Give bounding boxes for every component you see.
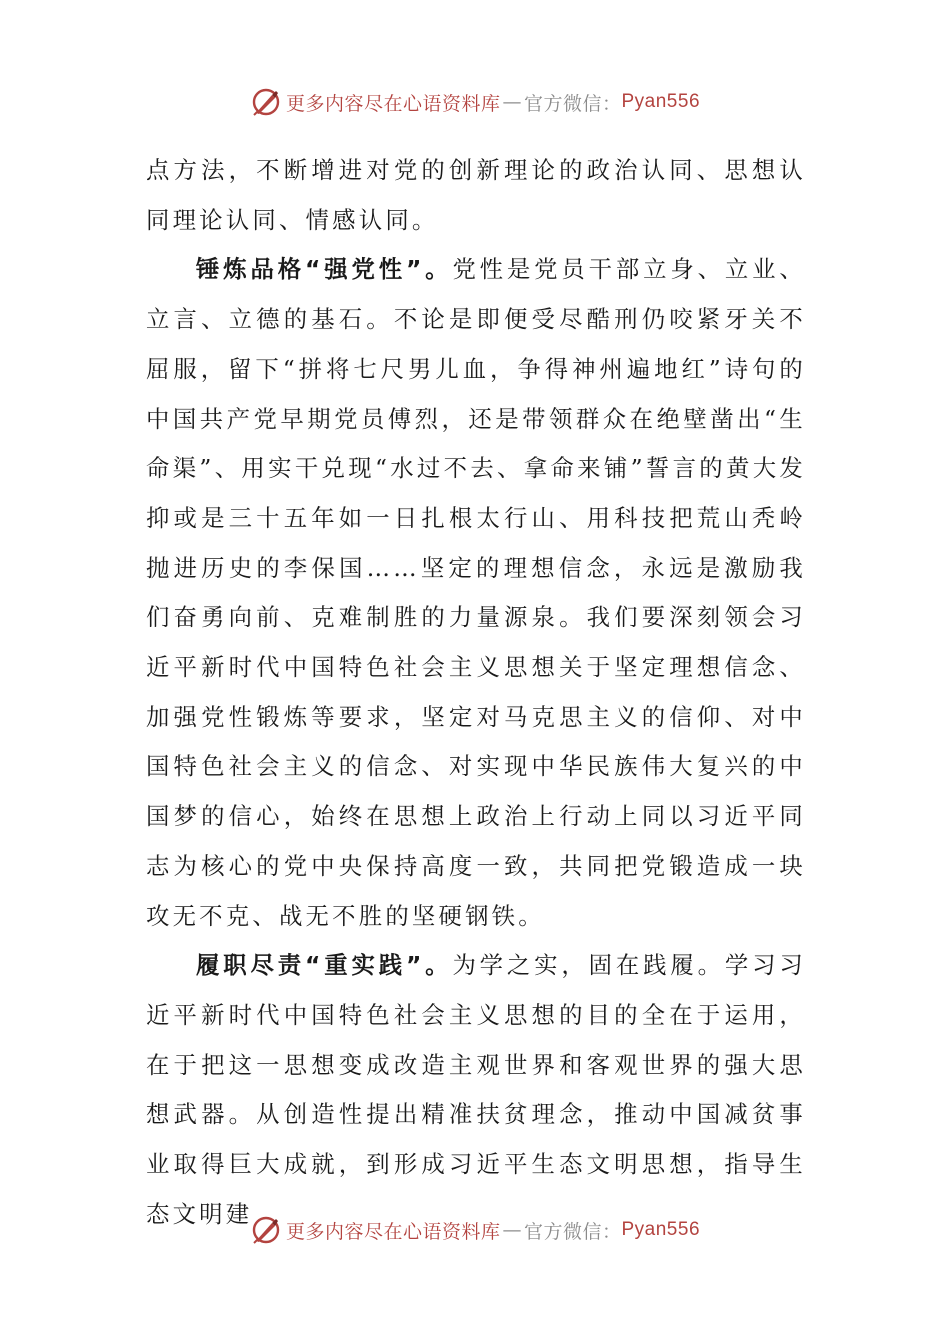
watermark-dash: —: [502, 91, 522, 113]
watermark-wechat-id: Pyan556: [621, 91, 701, 112]
pen-circle-logo-icon: [250, 1214, 282, 1246]
paragraph-continuation: [146, 146, 806, 245]
paragraph-text: 为学之实，固在践履。学习习近平新时代中国特色社会主义思想的目的全在于运用，在于把这一思想变成改造主观世界和客观世界的强大思想武器。从创造性提出精准扶贫理念，推动中国减贫事业取得巨大成就，到形成习近平生态文明思想，指导生态文明建: [146, 951, 806, 1228]
watermark-site-text: 更多内容尽在心语资料库: [285, 92, 501, 115]
paragraph-heading: 履职尽责“重实践”。: [196, 951, 453, 980]
watermark-header: [0, 82, 950, 122]
pen-circle-logo-icon: [250, 86, 282, 118]
watermark-wechat-id: Pyan556: [621, 1219, 701, 1240]
paragraph-heading: 锤炼品格“强党性”。: [196, 255, 453, 284]
paragraph-text: 点方法，不断增进对党的创新理论的政治认同、思想认同理论认同、情感认同。: [146, 156, 806, 234]
paragraph-practice: [146, 941, 806, 1239]
watermark-footer: [0, 1210, 950, 1250]
paragraph-party-spirit: [146, 245, 806, 941]
watermark-dash: —: [502, 1219, 522, 1241]
watermark-site-text: 更多内容尽在心语资料库: [285, 1220, 501, 1243]
document-body: [146, 146, 806, 1239]
watermark-wechat-label: 官方微信：: [523, 92, 622, 115]
watermark-wechat-label: 官方微信：: [523, 1220, 622, 1243]
paragraph-text: 党性是党员干部立身、立业、立言、立德的基石。不论是即便受尽酷刑仍咬紧牙关不屈服，留下“拼将七尺男儿血，争得神州遍地红”诗句的中国共产党早期党员傅烈，还是带领群众在绝壁凿出“生命渠”、用实干兑现“水过不去、拿命来铺”誓言的黄大发抑或是三十五年如一日扎根太行山、用科技把荒山秃岭抛进历史的李保国……坚定的理想信念，永远是激励我们奋勇向前、克难制胜的力量源泉。我们要深刻领会习近平新时代中国特色社会主义思想关于坚定理想信念、加强党性锻炼等要求，坚定对马克思主义的信仰、对中国特色社会主义的信念、对实现中华民族伟大复兴的中国梦的信心，始终在思想上政治上行动上同以习近平同志为核心的党中央保持高度一致，共同把党锻造成一块攻无不克、战无不胜的坚硬钢铁。: [146, 255, 806, 930]
